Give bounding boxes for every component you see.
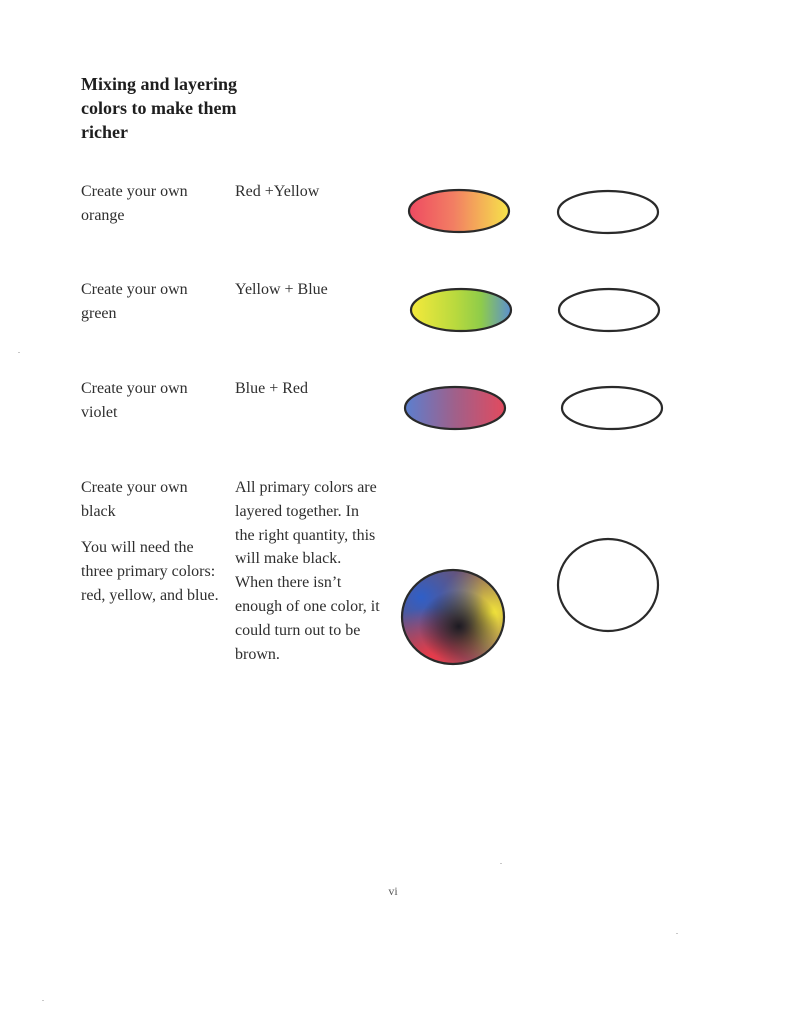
row-green-mix: Yellow + Blue — [235, 281, 328, 298]
orange-mixed-swatch — [404, 187, 514, 237]
row-green-label: Create your own green — [81, 281, 188, 322]
green-mixed-swatch — [406, 285, 516, 335]
scan-speck — [42, 1000, 44, 1001]
scan-speck — [676, 933, 678, 934]
row-black-label: Create your own black — [81, 479, 188, 520]
row-violet-label: Create your own violet — [81, 380, 188, 421]
scan-speck — [18, 352, 20, 353]
violet-mixed-swatch — [400, 384, 512, 434]
black-empty-swatch[interactable] — [553, 535, 665, 635]
orange-empty-swatch[interactable] — [553, 189, 663, 239]
page-title: Mixing and layering colors to make them richer — [81, 74, 238, 142]
row-black-mix: All primary colors are layered together. In the right quantity, this will make black. When there isn’t enough of one color, it could turn out to be brown. — [235, 479, 380, 663]
green-empty-swatch[interactable] — [554, 287, 664, 337]
primary-colors-note: You will need the three primary colors: red, yellow, and blue. — [81, 539, 219, 604]
violet-empty-swatch[interactable] — [557, 385, 667, 435]
row-orange-label: Create your own orange — [81, 183, 188, 224]
row-violet-mix: Blue + Red — [235, 380, 309, 397]
scan-speck — [500, 863, 502, 864]
page-number: vi — [388, 884, 398, 898]
black-mixed-swatch — [396, 566, 510, 670]
row-orange-mix: Red +Yellow — [235, 183, 320, 200]
